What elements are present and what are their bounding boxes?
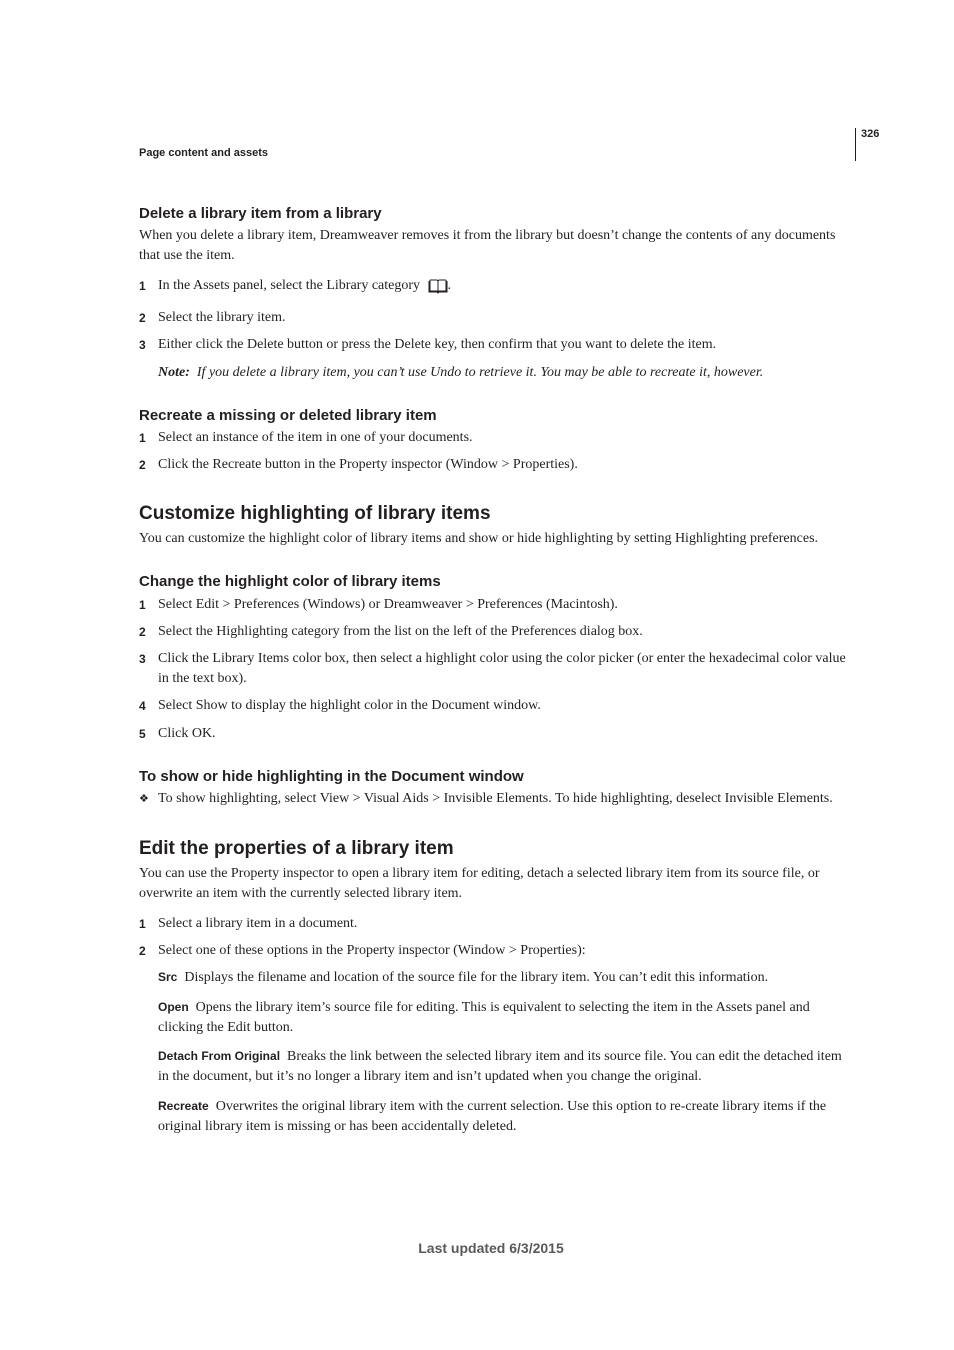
header-rule — [855, 128, 856, 161]
step-text: Select the library item. — [158, 310, 286, 325]
library-book-icon — [428, 278, 448, 301]
delete-intro: When you delete a library item, Dreamweaver removes it from the library but doesn’t change the contents of any documents that use the item. — [139, 228, 836, 263]
list-item — [139, 789, 851, 809]
option-term: Src — [158, 970, 178, 984]
diamond-bullet-icon: ❖ — [139, 793, 149, 805]
option-text: Displays the filename and location of the source file for the library item. You can’t edit this information. — [184, 970, 769, 985]
option-recreate — [139, 1096, 851, 1137]
heading-change-highlight-color: Change the highlight color of library items — [139, 573, 441, 590]
heading-edit-properties: Edit the properties of a library item — [139, 838, 454, 859]
option-text: Breaks the link between the selected library item and its source file. You can edit the detached item in the document, but it’s no longer a library item and isn’t updated when you change the original. — [158, 1049, 842, 1084]
list-item — [139, 914, 851, 934]
step-text: Select Show to display the highlight color in the Document window. — [158, 698, 541, 713]
option-detach — [139, 1046, 851, 1087]
step-text: Select one of these options in the Property inspector (Window > Properties): — [158, 943, 586, 958]
step-text: Click the Recreate button in the Property inspector (Window > Properties). — [158, 457, 578, 472]
option-open — [139, 997, 851, 1038]
step-number: 1 — [139, 917, 146, 931]
option-term: Open — [158, 1000, 189, 1014]
step-number: 1 — [139, 598, 146, 612]
bullet-text: To show highlighting, select View > Visual Aids > Invisible Elements. To hide highlighting, deselect Invisible Elements. — [158, 791, 833, 806]
edit-props-intro: You can use the Property inspector to open a library item for editing, detach a selected library item from its source file, or overwrite an item with the currently selected library item. — [139, 866, 820, 901]
list-item — [139, 595, 851, 615]
heading-delete-library-item: Delete a library item from a library — [139, 205, 382, 222]
note-text: If you delete a library item, you can’t use Undo to retrieve it. You may be able to recreate it, however. — [196, 365, 764, 380]
step-text: Click OK. — [158, 726, 216, 741]
running-head: Page content and assets — [139, 147, 268, 159]
step-number: 3 — [139, 338, 146, 352]
option-term: Recreate — [158, 1099, 209, 1113]
step-number: 1 — [139, 279, 146, 293]
step-number: 4 — [139, 699, 146, 713]
step-number: 2 — [139, 458, 146, 472]
step-suffix: . — [447, 278, 452, 293]
list-item — [139, 649, 851, 689]
list-item — [139, 622, 851, 642]
customize-intro: You can customize the highlight color of library items and show or hide highlighting by setting Highlighting preferences. — [139, 531, 819, 546]
footer-last-updated: Last updated 6/3/2015 — [418, 1240, 564, 1256]
page-number: 326 — [861, 128, 880, 140]
step-number: 5 — [139, 727, 146, 741]
step-number: 2 — [139, 625, 146, 639]
heading-show-hide-highlighting: To show or hide highlighting in the Document window — [139, 768, 524, 785]
list-item — [139, 455, 851, 475]
list-item — [139, 308, 851, 328]
list-item — [139, 428, 851, 448]
option-src — [139, 967, 851, 988]
step-number: 1 — [139, 431, 146, 445]
list-item — [139, 276, 851, 301]
step-text: Select a library item in a document. — [158, 916, 358, 931]
heading-customize-highlighting: Customize highlighting of library items — [139, 503, 491, 524]
heading-recreate-library-item: Recreate a missing or deleted library item — [139, 407, 437, 424]
note-label: Note: — [158, 365, 190, 380]
step-text: Click the Library Items color box, then select a highlight color using the color picker (or enter the hexadecimal color value in the text box). — [158, 651, 846, 686]
step-text: Select the Highlighting category from the list on the left of the Preferences dialog box. — [158, 624, 643, 639]
option-text: Opens the library item’s source file for editing. This is equivalent to selecting the item in the Assets panel and clicking the Edit button. — [158, 1000, 810, 1035]
step-text: Either click the Delete button or press the Delete key, then confirm that you want to delete the item. — [158, 337, 717, 352]
list-item — [139, 696, 851, 716]
option-term: Detach From Original — [158, 1049, 281, 1063]
page-content — [139, 204, 851, 1137]
step-text: Select Edit > Preferences (Windows) or Dreamweaver > Preferences (Macintosh). — [158, 597, 618, 612]
step-number: 3 — [139, 652, 146, 666]
option-text: Overwrites the original library item with the current selection. Use this option to re-create library items if the original library item is missing or has been accidentally deleted. — [158, 1099, 827, 1134]
step-text: Select an instance of the item in one of your documents. — [158, 430, 473, 445]
step-number: 2 — [139, 944, 146, 958]
list-item — [139, 724, 851, 744]
list-item — [139, 335, 851, 355]
list-item — [139, 941, 851, 961]
step-text: In the Assets panel, select the Library category — [158, 278, 421, 293]
note — [139, 363, 851, 383]
step-number: 2 — [139, 311, 146, 325]
